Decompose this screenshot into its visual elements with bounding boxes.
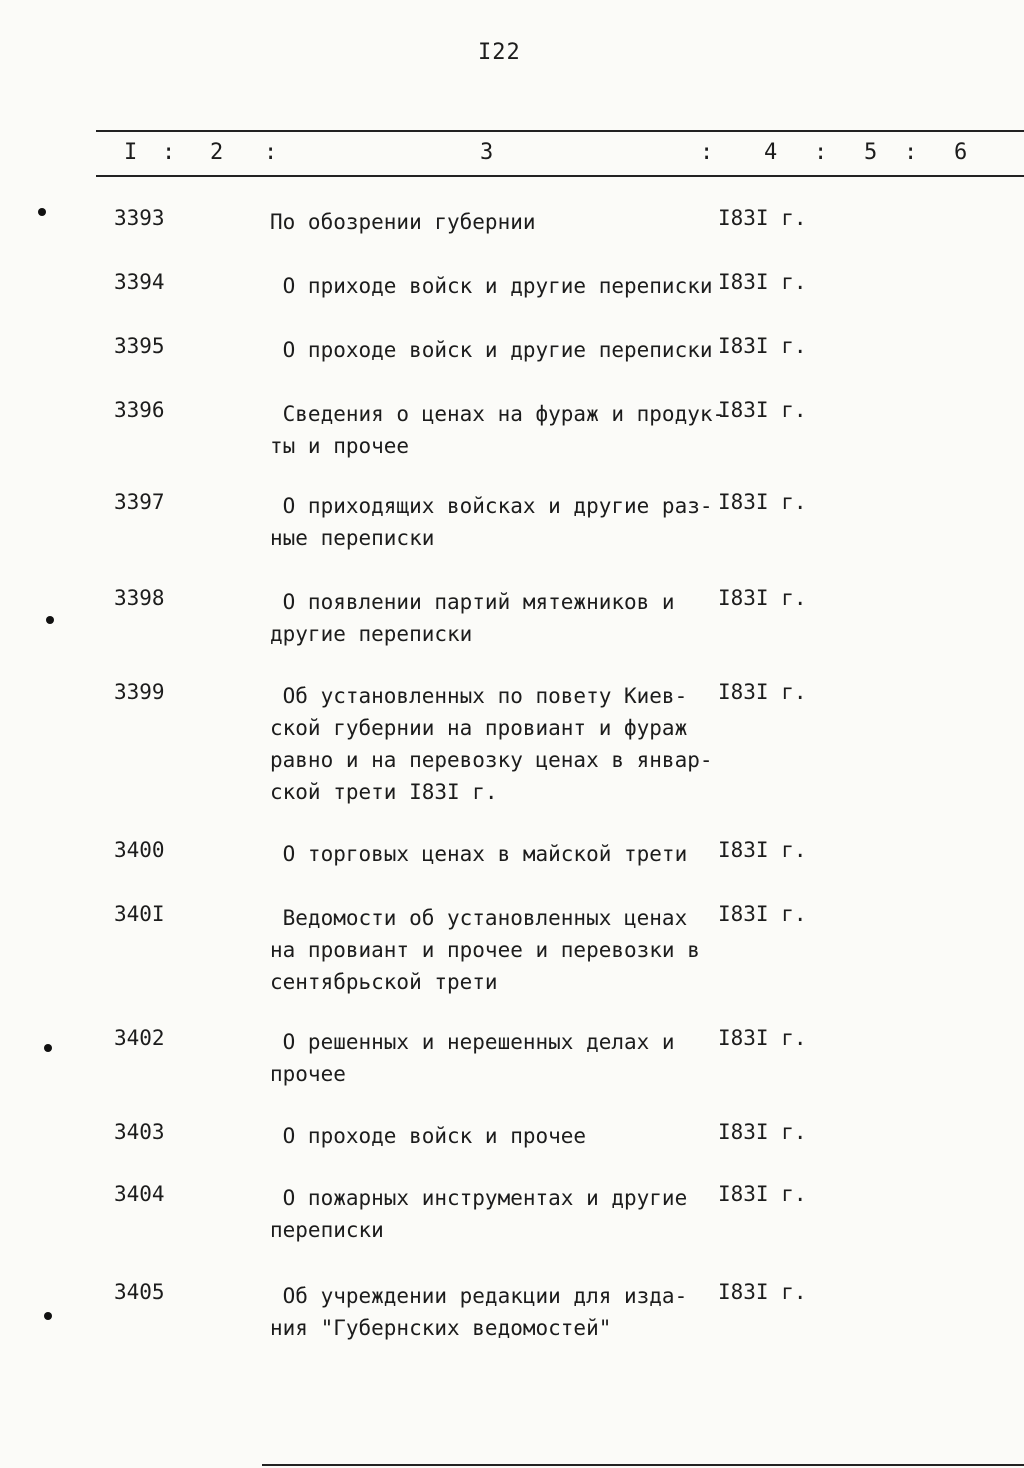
- column-header-5: 5: [864, 140, 878, 165]
- entry-number: 3405: [114, 1280, 165, 1304]
- column-separator: :: [904, 140, 918, 165]
- entry-title-line: равно и на перевозку ценах в январ-: [270, 748, 713, 772]
- entry-year: I83I г.: [718, 680, 807, 704]
- entry-year: I83I г.: [718, 490, 807, 514]
- entry-title-line: ные переписки: [270, 526, 435, 550]
- entry-title-line: ской трети I83I г.: [270, 780, 498, 804]
- entry-title: [270, 680, 720, 808]
- entry-number: 3400: [114, 838, 165, 862]
- entry-title-line: другие переписки: [270, 622, 473, 646]
- entry-number: 3402: [114, 1026, 165, 1050]
- entry-number: 3395: [114, 334, 165, 358]
- entry-title-line: О приходе войск и другие переписки: [270, 274, 713, 298]
- column-header-2: 2: [210, 140, 224, 165]
- entry-title: [270, 1026, 720, 1090]
- entry-title-line: Об установленных по повету Киев-: [270, 684, 688, 708]
- entry-title-line: О приходящих войсках и другие раз-: [270, 494, 713, 518]
- entry-year: I83I г.: [718, 586, 807, 610]
- entry-year: I83I г.: [718, 902, 807, 926]
- entry-title-line: на провиант и прочее и перевозки в: [270, 938, 700, 962]
- entry-title-line: О проходе войск и прочее: [270, 1124, 587, 1148]
- entry-number: 3399: [114, 680, 165, 704]
- column-header-1: I: [124, 140, 138, 165]
- entry-year: I83I г.: [718, 838, 807, 862]
- entry-title-line: По обозрении губернии: [270, 210, 536, 234]
- entry-year: I83I г.: [718, 270, 807, 294]
- entry-year: I83I г.: [718, 1280, 807, 1304]
- column-separator: :: [814, 140, 828, 165]
- entry-title-line: О проходе войск и другие переписки: [270, 338, 713, 362]
- entry-number: 3394: [114, 270, 165, 294]
- entry-title-line: О появлении партий мятежников и: [270, 590, 675, 614]
- entry-title: [270, 1120, 720, 1152]
- page-bottom-rule: [262, 1464, 1024, 1466]
- entry-title-line: прочее: [270, 1062, 346, 1086]
- entry-number: 340I: [114, 902, 165, 926]
- entry-title-line: сентябрьской трети: [270, 970, 498, 994]
- entry-title: [270, 902, 720, 998]
- column-header-6: 6: [954, 140, 968, 165]
- entry-title: [270, 586, 720, 650]
- column-header-4: 4: [764, 140, 778, 165]
- column-separator: :: [162, 140, 176, 165]
- entry-title-line: переписки: [270, 1218, 384, 1242]
- entry-title-line: Ведомости об установленных ценах: [270, 906, 688, 930]
- table-header-rule: [96, 175, 1024, 177]
- entry-year: I83I г.: [718, 1026, 807, 1050]
- entry-year: I83I г.: [718, 398, 807, 422]
- entry-number: 3393: [114, 206, 165, 230]
- entry-title-line: О пожарных инструментах и другие: [270, 1186, 688, 1210]
- column-header-3: 3: [480, 140, 494, 165]
- table-top-rule: [96, 130, 1024, 132]
- punch-hole-mark: [46, 616, 54, 624]
- entry-title: [270, 334, 720, 366]
- entry-year: I83I г.: [718, 334, 807, 358]
- entry-title: [270, 838, 720, 870]
- entry-year: I83I г.: [718, 1120, 807, 1144]
- entry-title-line: О решенных и нерешенных делах и: [270, 1030, 675, 1054]
- entry-title: [270, 206, 720, 238]
- punch-hole-mark: [38, 208, 46, 216]
- entry-number: 3396: [114, 398, 165, 422]
- entry-title-line: Сведения о ценах на фураж и продук-: [270, 402, 726, 426]
- entry-number: 3403: [114, 1120, 165, 1144]
- entry-year: I83I г.: [718, 206, 807, 230]
- entry-title: [270, 398, 726, 462]
- entry-year: I83I г.: [718, 1182, 807, 1206]
- column-separator: :: [264, 140, 278, 165]
- entry-number: 3398: [114, 586, 165, 610]
- punch-hole-mark: [44, 1312, 52, 1320]
- entry-title: [270, 1280, 720, 1344]
- page-number: I22: [478, 40, 521, 65]
- entry-title-line: Об учреждении редакции для изда-: [270, 1284, 688, 1308]
- punch-hole-mark: [44, 1044, 52, 1052]
- entry-title: [270, 490, 720, 554]
- entry-title-line: ты и прочее: [270, 434, 410, 458]
- entry-title: [270, 270, 720, 302]
- entry-title-line: ния "Губернских ведомостей": [270, 1316, 612, 1340]
- entry-title-line: О торговых ценах в майской трети: [270, 842, 688, 866]
- entry-title: [270, 1182, 720, 1246]
- entry-number: 3397: [114, 490, 165, 514]
- entry-number: 3404: [114, 1182, 165, 1206]
- entry-title-line: ской губернии на провиант и фураж: [270, 716, 688, 740]
- column-separator: :: [700, 140, 714, 165]
